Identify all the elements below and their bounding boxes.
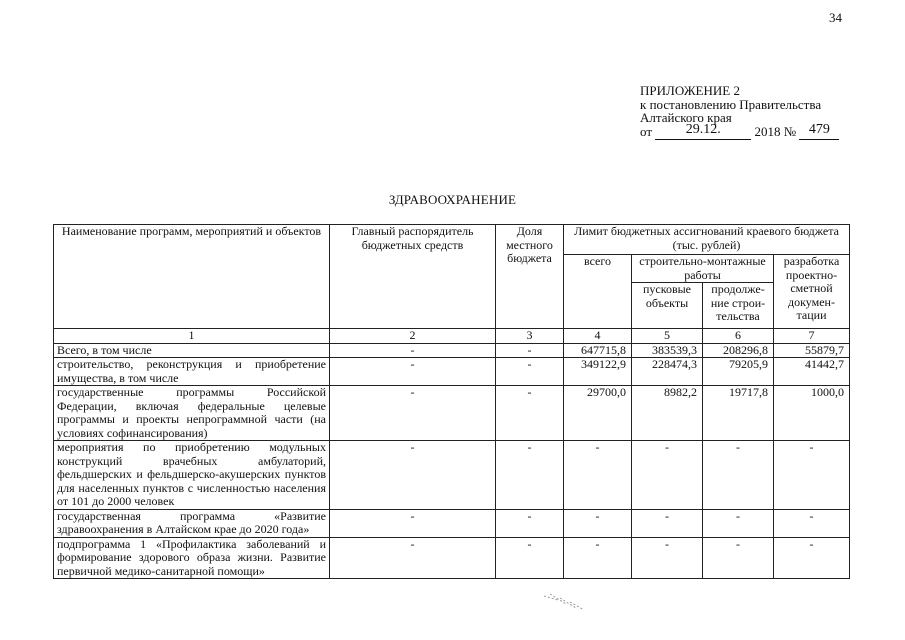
column-number: 7 [774, 329, 850, 344]
header-launch: пусковые объекты [632, 283, 703, 329]
row-name: мероприятия по приобретению модульных конструкций врачебных амбулаторий, фельдшерских и фельдшерско-акушерских пунктов для населенных пунктов с численностью населения от 101 до 2000 человек [54, 441, 330, 510]
row-design: - [774, 537, 850, 579]
decree-date: 29.12. [655, 125, 751, 141]
row-total: - [564, 509, 632, 537]
header-design: разработка проектно-сметной докумен-тации [774, 255, 850, 329]
row-name: строительство, реконструкция и приобретение имущества, в том числе [54, 358, 330, 386]
row-design: 41442,7 [774, 358, 850, 386]
row-local-share: - [496, 441, 564, 510]
header-manager: Главный распорядитель бюджетных средств [330, 225, 496, 329]
row-local-share: - [496, 358, 564, 386]
row-manager: - [330, 343, 496, 358]
row-continuing: 19717,8 [703, 386, 774, 441]
row-manager: - [330, 386, 496, 441]
appendix-block [640, 84, 839, 140]
column-number: 6 [703, 329, 774, 344]
column-number: 1 [54, 329, 330, 344]
row-continuing: - [703, 509, 774, 537]
row-design: - [774, 509, 850, 537]
header-limit: Лимит бюджетных ассигнований краевого бюджета (тыс. рублей) [564, 225, 850, 255]
decree-year: 2018 [754, 123, 781, 139]
header-continuing: продолже-ние строи-тельства [703, 283, 774, 329]
scan-mark-icon [540, 590, 590, 614]
row-continuing: - [703, 441, 774, 510]
appendix-title: ПРИЛОЖЕНИЕ 2 [640, 83, 740, 98]
row-local-share: - [496, 537, 564, 579]
row-name: государственные программы Российской Федерации, включая федеральные целевые программы и проекты непрограммной части (на условиях софинансирования) [54, 386, 330, 441]
row-launch: - [632, 509, 703, 537]
from-label: от [640, 123, 653, 139]
row-total: 647715,8 [564, 343, 632, 358]
row-continuing: - [703, 537, 774, 579]
appendix-region: Алтайского края [640, 110, 732, 125]
row-launch: 228474,3 [632, 358, 703, 386]
row-local-share: - [496, 343, 564, 358]
row-local-share: - [496, 509, 564, 537]
header-total: всего [564, 255, 632, 329]
row-total: - [564, 441, 632, 510]
table-row [54, 343, 850, 358]
row-launch: 383539,3 [632, 343, 703, 358]
header-construction: строительно-монтажные работы [632, 255, 774, 283]
row-manager: - [330, 441, 496, 510]
table-row [54, 441, 850, 510]
row-total: 29700,0 [564, 386, 632, 441]
appendix-decree: к постановлению Правительства [640, 96, 822, 112]
budget-table [53, 224, 850, 579]
row-total: 349122,9 [564, 358, 632, 386]
row-design: 1000,0 [774, 386, 850, 441]
column-number: 4 [564, 329, 632, 344]
row-continuing: 208296,8 [703, 343, 774, 358]
row-design: 55879,7 [774, 343, 850, 358]
table-row [54, 358, 850, 386]
decree-date-line [640, 121, 839, 141]
row-name: подпрограмма 1 «Профилактика заболеваний и формирование здорового образа жизни. Развитие первичной медико-санитарной помощи» [54, 537, 330, 579]
row-local-share: - [496, 386, 564, 441]
column-number: 2 [330, 329, 496, 344]
section-title: ЗДРАВООХРАНЕНИЕ [388, 192, 517, 207]
header-local-share: Доля местного бюджета [496, 225, 564, 329]
row-manager: - [330, 537, 496, 579]
row-launch: - [632, 537, 703, 579]
table-row [54, 386, 850, 441]
row-continuing: 79205,9 [703, 358, 774, 386]
row-launch: - [632, 441, 703, 510]
number-label: № [783, 123, 797, 139]
row-manager: - [330, 509, 496, 537]
row-design: - [774, 441, 850, 510]
row-total: - [564, 537, 632, 579]
table-row [54, 537, 850, 579]
column-number: 5 [632, 329, 703, 344]
page-number: 34 [829, 10, 842, 25]
column-number: 3 [496, 329, 564, 344]
row-launch: 8982,2 [632, 386, 703, 441]
decree-number: 479 [799, 125, 839, 141]
table-row [54, 509, 850, 537]
header-name: Наименование программ, мероприятий и объектов [54, 225, 330, 329]
row-manager: - [330, 358, 496, 386]
row-name: Всего, в том числе [54, 343, 330, 358]
row-name: государственная программа «Развитие здравоохранения в Алтайском крае до 2020 года» [54, 509, 330, 537]
